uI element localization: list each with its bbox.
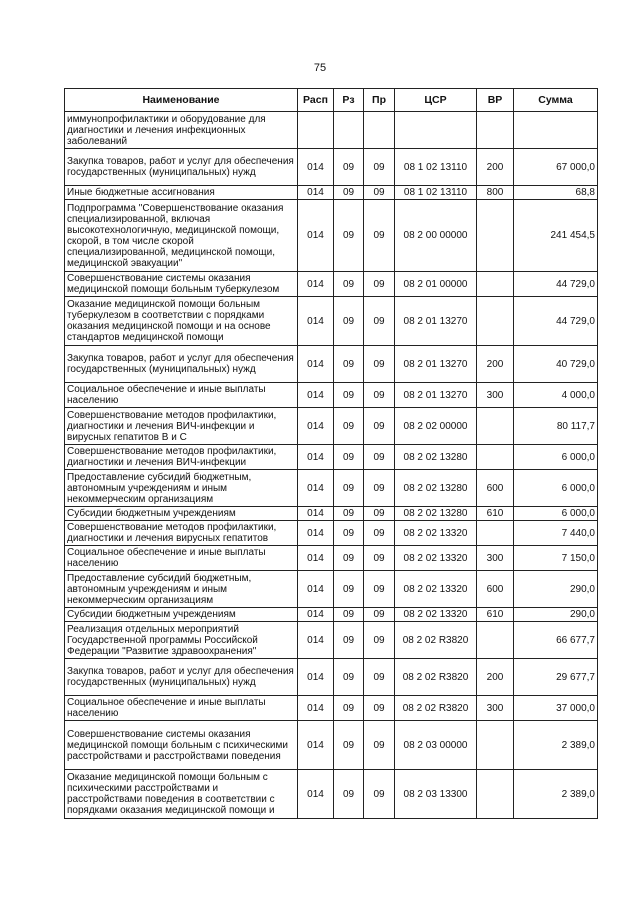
table-body (65, 112, 598, 819)
table-row (65, 546, 598, 571)
cell-rz: 09 (334, 659, 364, 696)
cell-pr: 09 (364, 149, 395, 186)
cell-pr: 09 (364, 571, 395, 608)
cell-name: Социальное обеспечение и иные выплаты населению (65, 546, 298, 571)
cell-rz: 09 (334, 608, 364, 622)
cell-sum: 2 389,0 (514, 770, 598, 819)
cell-pr: 09 (364, 546, 395, 571)
header-rasp: Расп (298, 89, 334, 112)
cell-vr (477, 297, 514, 346)
cell-rasp: 014 (298, 770, 334, 819)
cell-sum: 29 677,7 (514, 659, 598, 696)
cell-vr (477, 622, 514, 659)
cell-pr: 09 (364, 470, 395, 507)
table-row (65, 346, 598, 383)
cell-vr: 800 (477, 186, 514, 200)
cell-csr (395, 112, 477, 149)
cell-vr: 600 (477, 470, 514, 507)
table-row (65, 112, 598, 149)
cell-csr: 08 2 03 00000 (395, 721, 477, 770)
cell-rz: 09 (334, 408, 364, 445)
table-row (65, 659, 598, 696)
cell-name: Совершенствование системы оказания медицинской помощи больным туберкулезом (65, 272, 298, 297)
table-row (65, 608, 598, 622)
cell-name: Предоставление субсидий бюджетным, автономным учреждениям и иным некоммерческим организациям (65, 571, 298, 608)
table-row (65, 507, 598, 521)
cell-pr: 09 (364, 272, 395, 297)
cell-sum: 6 000,0 (514, 470, 598, 507)
cell-pr: 09 (364, 383, 395, 408)
cell-pr: 09 (364, 346, 395, 383)
cell-csr: 08 2 02 13320 (395, 521, 477, 546)
cell-vr: 300 (477, 696, 514, 721)
cell-csr: 08 2 02 00000 (395, 408, 477, 445)
cell-vr: 200 (477, 346, 514, 383)
cell-csr: 08 1 02 13110 (395, 149, 477, 186)
table-row (65, 721, 598, 770)
cell-rasp: 014 (298, 408, 334, 445)
cell-vr (477, 721, 514, 770)
cell-rasp: 014 (298, 297, 334, 346)
cell-name: Оказание медицинской помощи больным с психическими расстройствами и расстройствами поведения в соответствии с порядками оказания медицинской помощи и (65, 770, 298, 819)
cell-name: Субсидии бюджетным учреждениям (65, 507, 298, 521)
cell-name: Оказание медицинской помощи больным туберкулезом в соответствии с порядками оказания медицинской помощи и на основе стандартов медицинской помощи (65, 297, 298, 346)
cell-rz: 09 (334, 571, 364, 608)
cell-sum: 68,8 (514, 186, 598, 200)
cell-rasp: 014 (298, 546, 334, 571)
table-row (65, 186, 598, 200)
table-row (65, 297, 598, 346)
cell-name: Закупка товаров, работ и услуг для обеспечения государственных (муниципальных) нужд (65, 659, 298, 696)
cell-name: Социальное обеспечение и иные выплаты населению (65, 383, 298, 408)
cell-name: Социальное обеспечение и иные выплаты населению (65, 696, 298, 721)
cell-pr: 09 (364, 200, 395, 272)
cell-vr: 300 (477, 383, 514, 408)
cell-name: иммунопрофилактики и оборудование для диагностики и лечения инфекционных заболеваний (65, 112, 298, 149)
cell-rasp: 014 (298, 383, 334, 408)
header-pr: Пр (364, 89, 395, 112)
cell-rz: 09 (334, 546, 364, 571)
table-row (65, 445, 598, 470)
cell-rasp: 014 (298, 470, 334, 507)
cell-rz: 09 (334, 149, 364, 186)
cell-vr (477, 521, 514, 546)
cell-sum: 66 677,7 (514, 622, 598, 659)
cell-rasp: 014 (298, 622, 334, 659)
cell-vr: 610 (477, 507, 514, 521)
cell-name: Подпрограмма "Совершенствование оказания специализированной, включая высокотехнологичную, медицинской помощи, скорой, в том числе скорой специализированной, медицинской помощи, медицинской эвакуации" (65, 200, 298, 272)
cell-csr: 08 2 02 13280 (395, 507, 477, 521)
cell-sum: 80 117,7 (514, 408, 598, 445)
cell-sum: 6 000,0 (514, 507, 598, 521)
cell-sum: 37 000,0 (514, 696, 598, 721)
cell-name: Закупка товаров, работ и услуг для обеспечения государственных (муниципальных) нужд (65, 346, 298, 383)
cell-csr: 08 2 02 R3820 (395, 696, 477, 721)
cell-rasp: 014 (298, 200, 334, 272)
cell-rasp: 014 (298, 721, 334, 770)
cell-pr: 09 (364, 608, 395, 622)
cell-rasp: 014 (298, 571, 334, 608)
cell-csr: 08 2 02 13280 (395, 470, 477, 507)
cell-vr (477, 408, 514, 445)
cell-sum: 44 729,0 (514, 297, 598, 346)
header-csr: ЦСР (395, 89, 477, 112)
cell-rz: 09 (334, 770, 364, 819)
cell-name: Совершенствование системы оказания медицинской помощи больным с психическими расстройствами и расстройствами поведения (65, 721, 298, 770)
cell-rasp: 014 (298, 507, 334, 521)
cell-csr: 08 2 02 13280 (395, 445, 477, 470)
cell-sum: 40 729,0 (514, 346, 598, 383)
table-row (65, 622, 598, 659)
table-row (65, 470, 598, 507)
cell-rz: 09 (334, 696, 364, 721)
cell-sum: 241 454,5 (514, 200, 598, 272)
cell-vr: 200 (477, 659, 514, 696)
cell-rasp: 014 (298, 659, 334, 696)
cell-sum: 44 729,0 (514, 272, 598, 297)
cell-vr: 600 (477, 571, 514, 608)
cell-vr: 610 (477, 608, 514, 622)
table-row (65, 149, 598, 186)
cell-rasp: 014 (298, 521, 334, 546)
cell-name: Закупка товаров, работ и услуг для обеспечения государственных (муниципальных) нужд (65, 149, 298, 186)
cell-name: Субсидии бюджетным учреждениям (65, 608, 298, 622)
cell-pr: 09 (364, 408, 395, 445)
cell-csr: 08 2 01 13270 (395, 383, 477, 408)
cell-pr: 09 (364, 770, 395, 819)
cell-name: Предоставление субсидий бюджетным, автономным учреждениям и иным некоммерческим организациям (65, 470, 298, 507)
cell-csr: 08 1 02 13110 (395, 186, 477, 200)
cell-vr (477, 112, 514, 149)
cell-sum: 7 150,0 (514, 546, 598, 571)
table-row (65, 521, 598, 546)
cell-sum: 6 000,0 (514, 445, 598, 470)
cell-name: Совершенствование методов профилактики, диагностики и лечения вирусных гепатитов (65, 521, 298, 546)
cell-csr: 08 2 02 13320 (395, 571, 477, 608)
cell-csr: 08 2 02 13320 (395, 608, 477, 622)
cell-rasp: 014 (298, 608, 334, 622)
cell-csr: 08 2 02 13320 (395, 546, 477, 571)
cell-sum: 4 000,0 (514, 383, 598, 408)
cell-sum: 290,0 (514, 608, 598, 622)
table-row (65, 696, 598, 721)
cell-pr: 09 (364, 507, 395, 521)
table-row (65, 383, 598, 408)
cell-vr (477, 445, 514, 470)
cell-rz (334, 112, 364, 149)
table-header-row (65, 89, 598, 112)
cell-pr (364, 112, 395, 149)
cell-sum: 67 000,0 (514, 149, 598, 186)
cell-csr: 08 2 03 13300 (395, 770, 477, 819)
cell-pr: 09 (364, 659, 395, 696)
cell-vr: 200 (477, 149, 514, 186)
cell-csr: 08 2 01 13270 (395, 297, 477, 346)
cell-vr: 300 (477, 546, 514, 571)
header-rz: Рз (334, 89, 364, 112)
budget-table (64, 88, 598, 819)
cell-rz: 09 (334, 470, 364, 507)
cell-rasp: 014 (298, 346, 334, 383)
cell-csr: 08 2 02 R3820 (395, 659, 477, 696)
table-row (65, 571, 598, 608)
cell-sum: 2 389,0 (514, 721, 598, 770)
cell-rasp (298, 112, 334, 149)
cell-name: Совершенствование методов профилактики, диагностики и лечения ВИЧ-инфекции (65, 445, 298, 470)
header-sum: Сумма (514, 89, 598, 112)
header-name: Наименование (65, 89, 298, 112)
cell-vr (477, 770, 514, 819)
table-row (65, 408, 598, 445)
header-vr: ВР (477, 89, 514, 112)
cell-pr: 09 (364, 622, 395, 659)
cell-name: Иные бюджетные ассигнования (65, 186, 298, 200)
cell-csr: 08 2 01 00000 (395, 272, 477, 297)
cell-csr: 08 2 02 R3820 (395, 622, 477, 659)
cell-csr: 08 2 00 00000 (395, 200, 477, 272)
cell-rasp: 014 (298, 186, 334, 200)
cell-rasp: 014 (298, 445, 334, 470)
cell-rz: 09 (334, 297, 364, 346)
cell-rz: 09 (334, 186, 364, 200)
table-row (65, 272, 598, 297)
cell-rz: 09 (334, 383, 364, 408)
table-row (65, 770, 598, 819)
cell-pr: 09 (364, 521, 395, 546)
page-number: 75 (313, 62, 327, 74)
cell-rz: 09 (334, 521, 364, 546)
cell-sum (514, 112, 598, 149)
cell-pr: 09 (364, 721, 395, 770)
cell-rasp: 014 (298, 149, 334, 186)
cell-rz: 09 (334, 200, 364, 272)
cell-rz: 09 (334, 622, 364, 659)
cell-vr (477, 272, 514, 297)
cell-rz: 09 (334, 507, 364, 521)
cell-rasp: 014 (298, 696, 334, 721)
cell-rz: 09 (334, 445, 364, 470)
cell-sum: 290,0 (514, 571, 598, 608)
cell-csr: 08 2 01 13270 (395, 346, 477, 383)
cell-pr: 09 (364, 186, 395, 200)
cell-sum: 7 440,0 (514, 521, 598, 546)
cell-rasp: 014 (298, 272, 334, 297)
cell-rz: 09 (334, 272, 364, 297)
cell-name: Реализация отдельных мероприятий Государственной программы Российской Федерации "Развитие здравоохранения" (65, 622, 298, 659)
cell-vr (477, 200, 514, 272)
cell-pr: 09 (364, 297, 395, 346)
table-row (65, 200, 598, 272)
cell-pr: 09 (364, 696, 395, 721)
cell-pr: 09 (364, 445, 395, 470)
cell-rz: 09 (334, 721, 364, 770)
cell-name: Совершенствование методов профилактики, диагностики и лечения ВИЧ-инфекции и вирусных гепатитов В и С (65, 408, 298, 445)
cell-rz: 09 (334, 346, 364, 383)
